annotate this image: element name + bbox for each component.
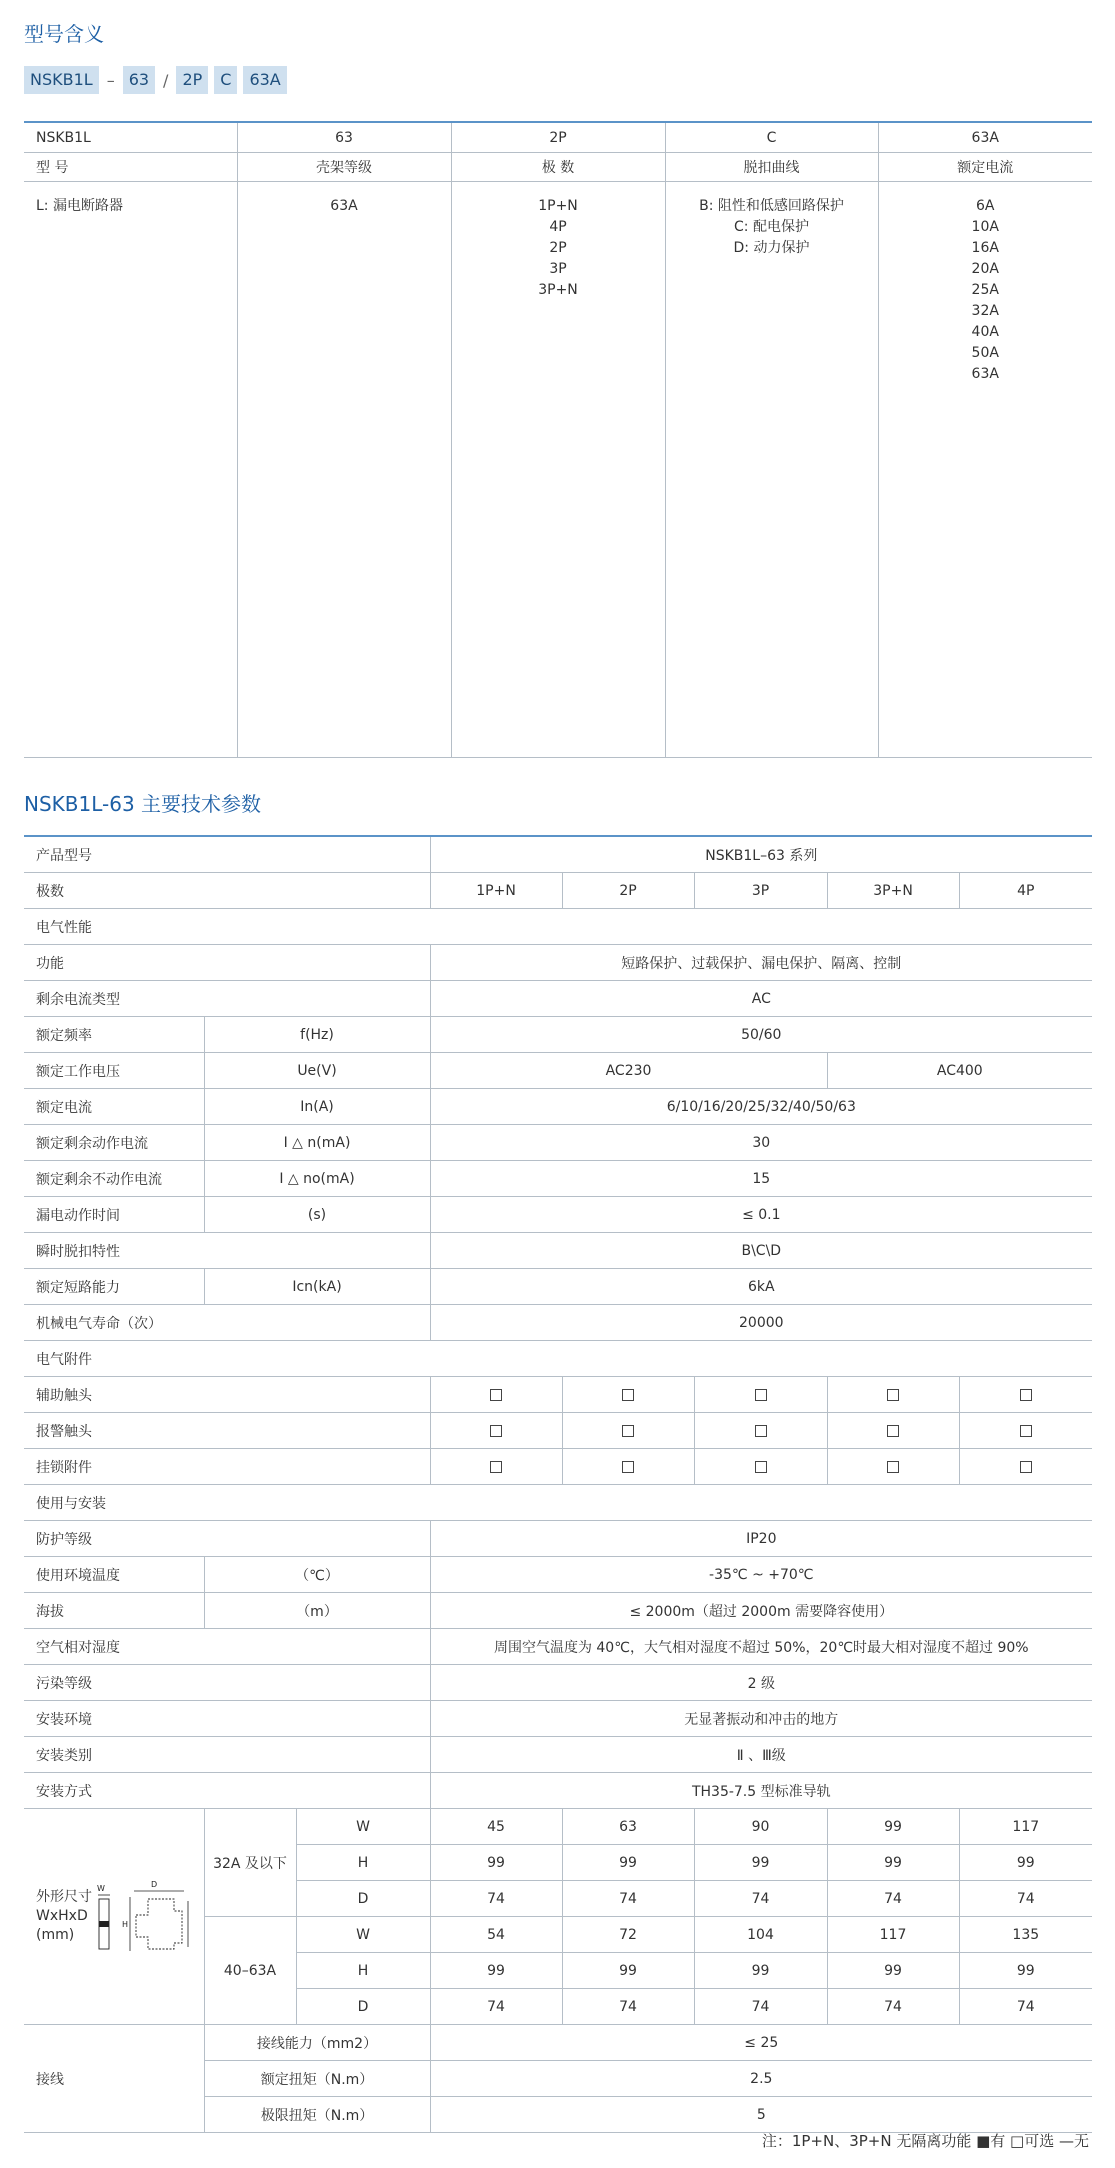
dim-value: 99	[827, 1845, 959, 1881]
dim-value: 99	[827, 1809, 959, 1845]
dim-value: 74	[827, 1881, 959, 1917]
optional-box-icon	[490, 1461, 502, 1473]
code-cell: 63	[237, 122, 451, 153]
body-line: 2P	[549, 240, 567, 256]
body-cell-current	[878, 182, 1092, 758]
table-row	[24, 1809, 1092, 1845]
row-label: 极数	[24, 873, 430, 909]
dim-value: 74	[959, 1989, 1092, 2025]
wiring-label: 接线	[24, 2025, 204, 2133]
table-row	[24, 1701, 1092, 1737]
table-row	[24, 909, 1092, 945]
row-unit: （m）	[204, 1593, 430, 1629]
body-line: 20A	[971, 261, 999, 277]
dim-value: 74	[959, 1881, 1092, 1917]
row-label: 防护等级	[24, 1521, 430, 1557]
code-cell: 63A	[878, 122, 1092, 153]
dim-value: 74	[430, 1881, 562, 1917]
body-cell-type	[24, 182, 237, 758]
dim-value: 99	[562, 1953, 694, 1989]
table-row	[24, 1629, 1092, 1665]
breaker-dimension-diagram-icon	[96, 1877, 196, 1957]
dim-letter: H	[296, 1953, 430, 1989]
body-line: 25A	[971, 282, 999, 298]
dimensions-label-line: (mm)	[36, 1927, 75, 1943]
dim-value: 74	[694, 1989, 827, 2025]
dimensions-label-line: WxHxD	[36, 1908, 88, 1924]
table-row	[24, 1233, 1092, 1269]
optional-cell	[430, 1413, 562, 1449]
row-unit: In(A)	[204, 1089, 430, 1125]
row-value: TH35-7.5 型标准导轨	[430, 1773, 1092, 1809]
row-unit: Ue(V)	[204, 1053, 430, 1089]
optional-cell	[562, 1449, 694, 1485]
table-row	[24, 1449, 1092, 1485]
table-row	[24, 945, 1092, 981]
table-row	[24, 1305, 1092, 1341]
dim-value: 74	[430, 1989, 562, 2025]
row-unit: Icn(kA)	[204, 1269, 430, 1305]
dim-value: 54	[430, 1917, 562, 1953]
code-box-frame: 63	[123, 66, 155, 94]
dim-value: 74	[827, 1989, 959, 2025]
table-row	[24, 1485, 1092, 1521]
row-label: 报警触头	[24, 1413, 430, 1449]
row-unit-empty	[296, 981, 430, 1017]
row-value: 短路保护、过载保护、漏电保护、隔离、控制	[430, 945, 1092, 981]
dim-value: 99	[694, 1845, 827, 1881]
row-label: 挂锁附件	[24, 1449, 430, 1485]
row-unit: f(Hz)	[204, 1017, 430, 1053]
table-row	[24, 1665, 1092, 1701]
dim-value: 72	[562, 1917, 694, 1953]
tech-params-table	[24, 835, 1092, 2133]
body-line: 63A	[971, 366, 999, 382]
pole-cell: 1P+N	[430, 873, 562, 909]
body-line: L: 漏电断路器	[36, 198, 123, 214]
row-unit: I △ n(mA)	[204, 1125, 430, 1161]
dim-value: 74	[694, 1881, 827, 1917]
optional-box-icon	[490, 1425, 502, 1437]
table-row	[24, 1557, 1092, 1593]
table-row	[24, 153, 1092, 182]
table-row	[24, 122, 1092, 153]
code-box-current: 63A	[243, 66, 286, 94]
section-title-tech-params: NSKB1L-63 主要技术参数	[24, 792, 262, 816]
dim-value: 99	[959, 1845, 1092, 1881]
header-cell: 壳架等级	[237, 153, 451, 182]
row-value: 5	[430, 2097, 1092, 2133]
row-label: 功能	[24, 945, 296, 981]
table-row	[24, 873, 1092, 909]
table-row	[24, 1053, 1092, 1089]
row-label: 漏电动作时间	[24, 1197, 204, 1233]
row-value: ≤ 2000m（超过 2000m 需要降容使用）	[430, 1593, 1092, 1629]
header-cell: 脱扣曲线	[665, 153, 878, 182]
table-row	[24, 1593, 1092, 1629]
row-value: ≤ 0.1	[430, 1197, 1092, 1233]
dim-value: 99	[562, 1845, 694, 1881]
dim-value: 90	[694, 1809, 827, 1845]
dim-value: 99	[694, 1953, 827, 1989]
group-heading: 使用与安装	[24, 1485, 1092, 1521]
optional-box-icon	[755, 1389, 767, 1401]
optional-cell	[827, 1377, 959, 1413]
dim-letter: H	[296, 1845, 430, 1881]
header-cell: 型 号	[24, 153, 237, 182]
row-label: 使用环境温度	[24, 1557, 204, 1593]
row-label: 污染等级	[24, 1665, 430, 1701]
optional-box-icon	[1020, 1425, 1032, 1437]
row-label: 产品型号	[24, 836, 430, 873]
row-value: B\C\D	[430, 1233, 1092, 1269]
code-box-series: NSKB1L	[24, 66, 99, 94]
row-value: 2 级	[430, 1665, 1092, 1701]
dim-letter: W	[296, 1809, 430, 1845]
header-cell: 额定电流	[878, 153, 1092, 182]
row-value: 50/60	[430, 1017, 1092, 1053]
table-row	[24, 1197, 1092, 1233]
table-row	[24, 1773, 1092, 1809]
row-unit: 额定扭矩（N.m）	[204, 2061, 430, 2097]
optional-cell	[430, 1449, 562, 1485]
model-meaning-table	[24, 121, 1092, 758]
optional-cell	[562, 1377, 694, 1413]
dim-value: 117	[959, 1809, 1092, 1845]
row-unit: 极限扭矩（N.m）	[204, 2097, 430, 2133]
row-label: 海拔	[24, 1593, 204, 1629]
row-value: AC230	[430, 1053, 827, 1089]
row-label: 额定剩余不动作电流	[24, 1161, 204, 1197]
row-unit-empty	[296, 945, 430, 981]
optional-box-icon	[755, 1425, 767, 1437]
row-value: Ⅱ 、Ⅲ级	[430, 1737, 1092, 1773]
pole-cell: 2P	[562, 873, 694, 909]
row-value: IP20	[430, 1521, 1092, 1557]
table-row	[24, 1521, 1092, 1557]
row-label: 瞬时脱扣特性	[24, 1233, 430, 1269]
row-value: 15	[430, 1161, 1092, 1197]
body-cell-curve	[665, 182, 878, 758]
row-label: 机械电气寿命（次）	[24, 1305, 430, 1341]
row-label: 额定电流	[24, 1089, 204, 1125]
row-label: 安装类别	[24, 1737, 430, 1773]
dim-letter: D	[296, 1989, 430, 2025]
row-label: 剩余电流类型	[24, 981, 296, 1017]
body-line: 1P+N	[538, 198, 578, 214]
dim-value: 99	[430, 1953, 562, 1989]
body-cell-poles	[451, 182, 665, 758]
row-value: ≤ 25	[430, 2025, 1092, 2061]
table-row	[24, 1341, 1092, 1377]
pole-cell: 3P+N	[827, 873, 959, 909]
dim-value: 104	[694, 1917, 827, 1953]
code-box-curve: C	[214, 66, 237, 94]
group-heading: 电气性能	[24, 909, 1092, 945]
optional-cell	[694, 1377, 827, 1413]
body-line: 63A	[330, 198, 358, 214]
body-line: 40A	[971, 324, 999, 340]
optional-cell	[562, 1413, 694, 1449]
optional-box-icon	[887, 1389, 899, 1401]
table-row	[24, 182, 1092, 758]
row-value: 周围空气温度为 40℃，大气相对湿度不超过 50%，20℃时最大相对湿度不超过 90%	[430, 1629, 1092, 1665]
row-unit: 接线能力（mm2）	[204, 2025, 430, 2061]
table-row	[24, 1269, 1092, 1305]
dim-value: 45	[430, 1809, 562, 1845]
dimensions-label	[36, 1888, 92, 1945]
code-cell: NSKB1L	[24, 122, 237, 153]
diagram-label-d: D	[151, 1879, 158, 1889]
table-row	[24, 1737, 1092, 1773]
row-value: 6/10/16/20/25/32/40/50/63	[430, 1089, 1092, 1125]
table-row	[24, 1125, 1092, 1161]
optional-cell	[430, 1377, 562, 1413]
optional-cell	[694, 1413, 827, 1449]
optional-box-icon	[490, 1389, 502, 1401]
header-cell: 极 数	[451, 153, 665, 182]
optional-cell	[959, 1449, 1092, 1485]
dim-letter: D	[296, 1881, 430, 1917]
body-line: 3P	[549, 261, 567, 277]
table-row	[24, 1377, 1092, 1413]
table-row	[24, 836, 1092, 873]
table-row	[24, 2025, 1092, 2061]
optional-box-icon	[887, 1461, 899, 1473]
body-line: 3P+N	[538, 282, 578, 298]
dimensions-group-label: 32A 及以下	[204, 1809, 296, 1917]
row-label: 额定频率	[24, 1017, 204, 1053]
dim-value: 99	[959, 1953, 1092, 1989]
dim-value: 74	[562, 1881, 694, 1917]
pole-cell: 4P	[959, 873, 1092, 909]
diagram-label-h: H	[122, 1919, 129, 1929]
table-row	[24, 981, 1092, 1017]
dim-value: 135	[959, 1917, 1092, 1953]
body-cell-frame	[237, 182, 451, 758]
dim-value: 63	[562, 1809, 694, 1845]
row-value: 30	[430, 1125, 1092, 1161]
row-label: 安装环境	[24, 1701, 430, 1737]
code-separator: /	[163, 70, 169, 90]
body-line: 4P	[549, 219, 567, 235]
row-value: AC	[430, 981, 1092, 1017]
dimensions-label-line: 外形尺寸	[36, 1889, 92, 1905]
dim-value: 99	[827, 1953, 959, 1989]
optional-box-icon	[1020, 1389, 1032, 1401]
optional-box-icon	[622, 1461, 634, 1473]
row-label: 空气相对湿度	[24, 1629, 430, 1665]
table-row	[24, 1413, 1092, 1449]
code-cell: 2P	[451, 122, 665, 153]
code-box-poles: 2P	[176, 66, 208, 94]
body-line: 6A	[976, 198, 995, 214]
row-value: 2.5	[430, 2061, 1092, 2097]
optional-cell	[827, 1413, 959, 1449]
section-title-model-meaning: 型号含义	[24, 22, 104, 46]
optional-cell	[694, 1449, 827, 1485]
body-line: C: 配电保护	[734, 219, 809, 235]
row-unit: (s)	[204, 1197, 430, 1233]
body-line: B: 阻性和低感回路保护	[699, 198, 844, 214]
row-label: 额定剩余动作电流	[24, 1125, 204, 1161]
footnote-legend: 注：1P+N、3P+N 无隔离功能 ■有 □可选 —无	[761, 2132, 1089, 2150]
row-label: 安装方式	[24, 1773, 430, 1809]
diagram-label-w: W	[97, 1883, 105, 1893]
group-heading: 电气附件	[24, 1341, 1092, 1377]
row-unit: （℃）	[204, 1557, 430, 1593]
row-value: AC400	[827, 1053, 1092, 1089]
row-value: 无显著振动和冲击的地方	[430, 1701, 1092, 1737]
row-label: 额定短路能力	[24, 1269, 204, 1305]
optional-cell	[959, 1377, 1092, 1413]
body-line: 32A	[971, 303, 999, 319]
dimensions-label-cell	[24, 1809, 204, 2025]
dim-value: 74	[562, 1989, 694, 2025]
optional-box-icon	[887, 1425, 899, 1437]
table-row	[24, 1017, 1092, 1053]
row-value: NSKB1L–63 系列	[430, 836, 1092, 873]
row-label: 额定工作电压	[24, 1053, 204, 1089]
dim-value: 99	[430, 1845, 562, 1881]
optional-box-icon	[622, 1425, 634, 1437]
body-line: 10A	[971, 219, 999, 235]
optional-box-icon	[1020, 1461, 1032, 1473]
row-label: 辅助触头	[24, 1377, 430, 1413]
body-line: 50A	[971, 345, 999, 361]
body-line: 16A	[971, 240, 999, 256]
dim-letter: W	[296, 1917, 430, 1953]
optional-box-icon	[755, 1461, 767, 1473]
row-value: 6kA	[430, 1269, 1092, 1305]
pole-cell: 3P	[694, 873, 827, 909]
table-row	[24, 1089, 1092, 1125]
row-value: -35℃ ~ +70℃	[430, 1557, 1092, 1593]
model-code-strip	[24, 66, 287, 94]
body-line: D: 动力保护	[733, 240, 810, 256]
table-row	[24, 1161, 1092, 1197]
row-value: 20000	[430, 1305, 1092, 1341]
optional-cell	[827, 1449, 959, 1485]
dimensions-group-label: 40–63A	[204, 1917, 296, 2025]
optional-cell	[959, 1413, 1092, 1449]
code-separator: –	[106, 70, 115, 90]
code-cell: C	[665, 122, 878, 153]
row-unit: I △ no(mA)	[204, 1161, 430, 1197]
dim-value: 117	[827, 1917, 959, 1953]
optional-box-icon	[622, 1389, 634, 1401]
